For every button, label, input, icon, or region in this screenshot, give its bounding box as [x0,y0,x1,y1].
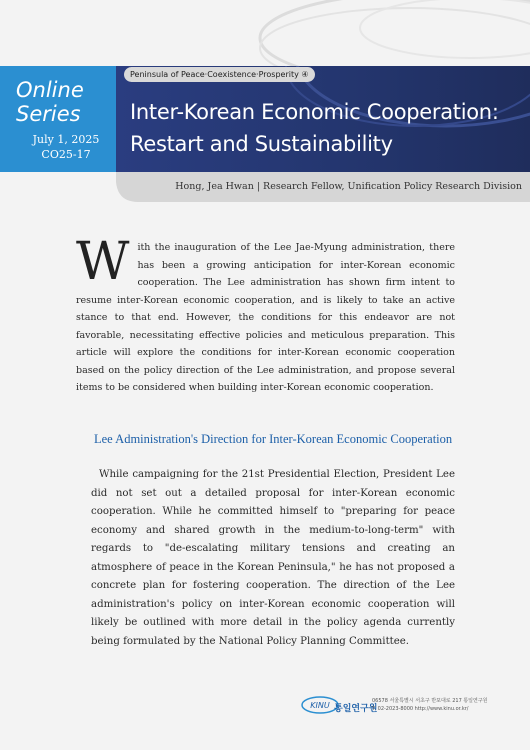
footer-address [372,697,522,713]
title-line-1: Inter-Korean Economic Cooperation: [130,100,499,124]
footer-address-line-2: T. 02-2023-8000 http://www.kinu.or.kr/ [372,706,469,712]
intro-paragraph [76,232,455,397]
logo-text: KINU [310,701,330,710]
series-pill: Peninsula of Peace·Coexistence·Prosperity ④ [124,67,315,82]
footer-address-line-1: 06578 서울특별시 서초구 반포대로 217 통일연구원 [372,698,488,704]
intro-text: ith the inauguration of the Lee Jae-Myung administration, there has been a growing anticipation for inter-Korean economic cooperation. The Lee administration has shown firm intent to resume inter-Korean economic cooperation, and is likely to take an active stance to that end. However, the conditions for this endeavor are not favorable, necessitating effective policies and meticulous preparation. This article will explore the conditions for inter-Korean economic cooperation based on the policy direction of the Lee administration, and propose several items to be considered when building inter-Korean economic cooperation. [76,242,455,393]
series-word: Series [16,102,81,126]
article-title [130,96,525,160]
issue-info [16,132,116,162]
issue-code: CO25-17 [41,148,91,161]
section-heading: Lee Administration's Direction for Inter-Korean Economic Cooperation [94,432,453,446]
drop-cap: W [76,232,130,292]
title-line-2: Restart and Sustainability [130,132,393,156]
decorative-swirl [0,0,530,70]
online-word: Online [16,78,84,102]
online-series-label [16,78,112,126]
body-paragraph: While campaigning for the 21st Presidential Election, President Lee did not set out a detailed proposal for inter-Korean economic cooperation. While he committed himself to "preparing for peace economy and shared growth in the medium-to-long-term" with regards to "de-escalating military tensions and creating an atmosphere of peace in the Korean Peninsula," he has not proposed a concrete plan for fostering cooperation. The direction of the Lee administration's policy on inter-Korean economic cooperation will likely be outlined with more detail in the policy agenda currently being formulated by the National Policy Planning Committee. [91,469,455,647]
issue-date: July 1, 2025 [32,133,100,146]
footer-org-name: 통일연구원 [334,704,378,714]
author-byline: Hong, Jea Hwan | Research Fellow, Unification Policy Research Division [175,181,522,192]
